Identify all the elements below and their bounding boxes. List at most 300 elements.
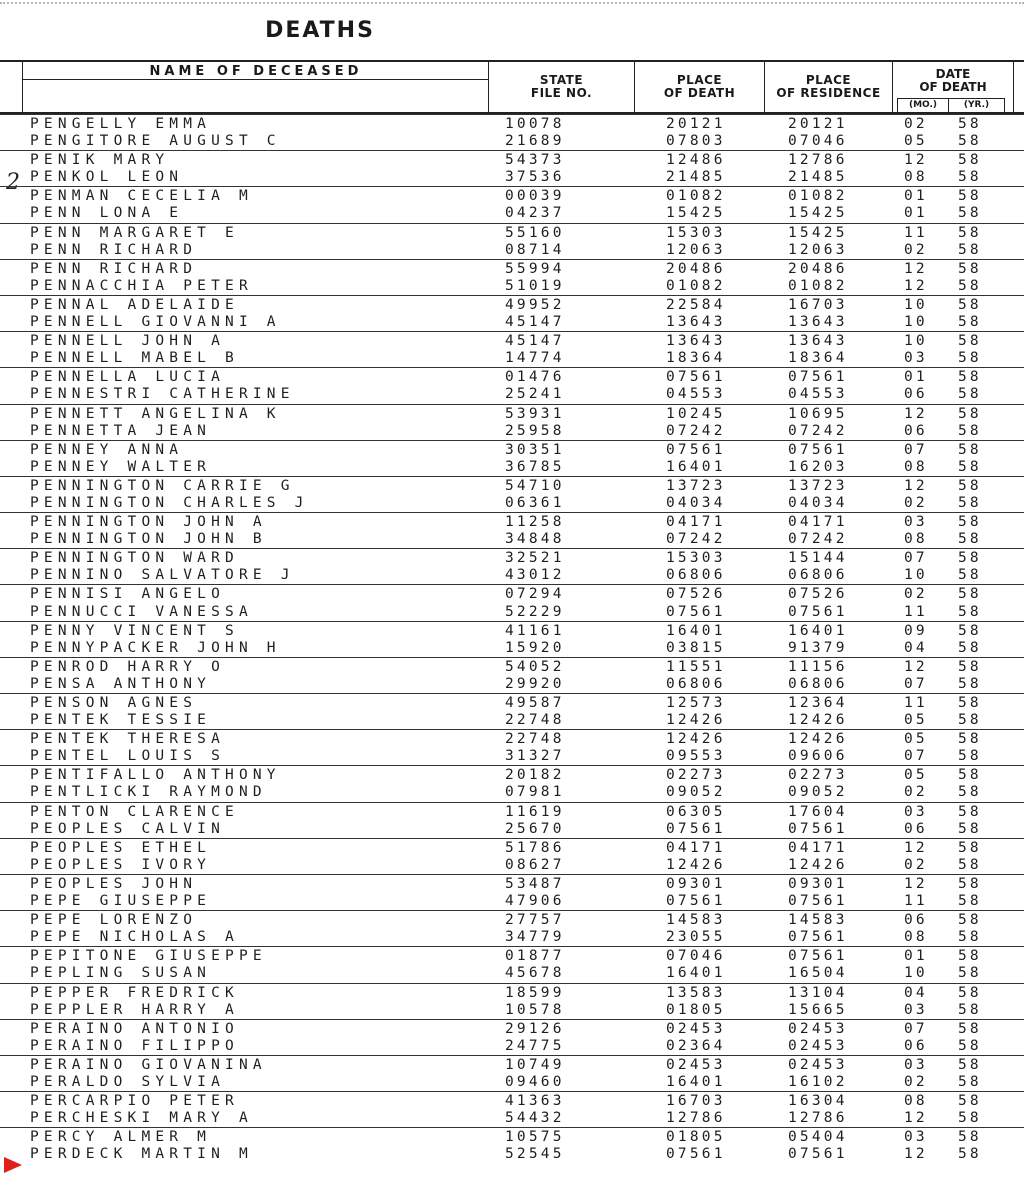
place-of-residence-code: 01082 [788,188,848,205]
death-year: 58 [958,856,982,873]
state-file-number: 22748 [505,731,565,748]
place-of-death-code: 15303 [666,550,726,567]
table-row [0,983,1024,1001]
state-file-number: 52545 [505,1146,565,1163]
state-file-number: 04237 [505,205,565,222]
place-of-residence-code: 21485 [788,169,848,186]
place-of-death-code: 20486 [666,260,726,277]
state-file-number: 32521 [505,550,565,567]
state-file-number: 51019 [505,277,565,294]
place-of-residence-code: 04171 [788,839,848,856]
place-of-residence-code: 07561 [788,441,848,458]
death-month: 12 [904,1110,928,1127]
table-row [0,150,1024,168]
table-row [0,1037,1024,1055]
place-of-residence-code: 12063 [788,241,848,258]
death-month: 09 [904,622,928,639]
deceased-name: PENSON AGNES [30,695,198,711]
deceased-name: PENNELL GIOVANNI A [30,314,281,331]
table-row [0,476,1024,494]
place-of-death-code: 06806 [666,675,726,692]
place-of-death-code: 18364 [666,350,726,367]
death-month: 02 [904,586,928,603]
state-file-number: 14774 [505,350,565,367]
death-year: 58 [958,965,982,982]
table-row [0,621,1024,639]
state-file-number: 49587 [505,695,565,711]
table-row [0,892,1024,910]
death-month: 05 [904,731,928,748]
death-year: 58 [958,422,982,439]
death-year: 58 [958,695,982,711]
state-file-number: 45147 [505,333,565,350]
death-year: 58 [958,550,982,567]
death-month: 02 [904,494,928,511]
deceased-name: PEPLING SUSAN [30,965,212,982]
place-of-death-code: 01805 [666,1129,726,1146]
table-row [0,1055,1024,1073]
handwritten-margin-mark: 2 [6,170,20,195]
death-year: 58 [958,386,982,403]
death-year: 58 [958,948,982,965]
place-of-death-code: 12426 [666,856,726,873]
place-of-death-code: 07561 [666,603,726,620]
death-year: 58 [958,875,982,892]
death-month: 02 [904,856,928,873]
place-of-death-code: 02364 [666,1037,726,1054]
state-file-number: 10575 [505,1129,565,1146]
deceased-name: PERDECK MARTIN M [30,1146,253,1163]
death-month: 03 [904,1001,928,1018]
death-month: 02 [904,116,928,132]
death-year: 58 [958,277,982,294]
place-of-death-code: 16401 [666,965,726,982]
place-of-death-code: 13583 [666,984,726,1001]
table-row [0,204,1024,222]
place-of-residence-code: 01082 [788,277,848,294]
place-of-death-code: 04171 [666,514,726,531]
place-of-residence-code: 12786 [788,1110,848,1127]
place-of-residence-code: 04171 [788,514,848,531]
place-of-death-code: 13643 [666,314,726,331]
place-of-residence-code: 10695 [788,405,848,422]
state-file-number: 45678 [505,965,565,982]
place-of-residence-code: 15425 [788,224,848,241]
table-row [0,711,1024,729]
deceased-name: PENNAL ADELAIDE [30,296,239,313]
deceased-name: PENNEY WALTER [30,458,212,475]
table-row [0,946,1024,964]
table-row [0,729,1024,747]
state-file-number: 06361 [505,494,565,511]
deceased-name: PENNINGTON CARRIE G [30,477,295,494]
table-row [0,838,1024,856]
scan-edge-line [0,2,1024,4]
deceased-name: PENTLICKI RAYMOND [30,784,267,801]
death-year: 58 [958,458,982,475]
place-of-death-code: 07561 [666,820,726,837]
place-of-residence-code: 17604 [788,803,848,820]
state-file-number: 53931 [505,405,565,422]
table-row [0,530,1024,548]
death-month: 06 [904,820,928,837]
death-year: 58 [958,603,982,620]
place-of-residence-code: 12426 [788,731,848,748]
place-of-death-code: 07561 [666,893,726,910]
table-row [0,223,1024,241]
place-of-death-code: 10245 [666,405,726,422]
deceased-name: PERCARPIO PETER [30,1093,239,1110]
deceased-name: PEPE NICHOLAS A [30,929,239,946]
table-row [0,241,1024,259]
deceased-name: PENNESTRI CATHERINE [30,386,295,403]
state-file-number: 20182 [505,767,565,784]
state-file-number: 31327 [505,748,565,765]
death-month: 08 [904,169,928,186]
place-of-residence-code: 06806 [788,675,848,692]
death-year: 58 [958,929,982,946]
place-of-residence-code: 16401 [788,622,848,639]
death-year: 58 [958,567,982,584]
state-file-number: 55160 [505,224,565,241]
deceased-name: PEOPLES ETHEL [30,839,212,856]
death-year: 58 [958,1129,982,1146]
state-file-number: 41363 [505,1093,565,1110]
place-of-residence-code: 20121 [788,116,848,132]
place-of-residence-code: 07561 [788,893,848,910]
death-month: 03 [904,1129,928,1146]
death-month: 03 [904,350,928,367]
death-month: 06 [904,422,928,439]
state-file-number: 08627 [505,856,565,873]
death-month: 08 [904,458,928,475]
state-file-number: 00039 [505,188,565,205]
state-file-number: 10749 [505,1056,565,1073]
death-year: 58 [958,748,982,765]
death-month: 01 [904,369,928,386]
death-year: 58 [958,333,982,350]
table-row [0,783,1024,801]
place-of-death-code: 12786 [666,1110,726,1127]
death-month: 07 [904,748,928,765]
death-month: 03 [904,1056,928,1073]
place-of-death-code: 15303 [666,224,726,241]
deceased-name: PENTEL LOUIS S [30,748,226,765]
place-of-residence-code: 04553 [788,386,848,403]
state-file-number: 07981 [505,784,565,801]
deceased-name: PENIK MARY [30,152,170,169]
table-row [0,1001,1024,1019]
place-of-residence-code: 16102 [788,1073,848,1090]
place-of-residence-code: 06806 [788,567,848,584]
deceased-name: PERAINO ANTONIO [30,1020,239,1037]
state-file-number: 11258 [505,514,565,531]
place-of-residence-code: 12364 [788,695,848,711]
deceased-name: PENNINGTON JOHN A [30,514,267,531]
place-of-death-code: 12063 [666,241,726,258]
death-year: 58 [958,1146,982,1163]
place-of-residence-code: 07561 [788,603,848,620]
place-of-death-code: 07242 [666,531,726,548]
deceased-name: PENNELL MABEL B [30,350,239,367]
table-row [0,114,1024,132]
place-of-death-code: 09052 [666,784,726,801]
place-of-death-code: 12573 [666,695,726,711]
deceased-name: PENN RICHARD [30,260,198,277]
death-year: 58 [958,152,982,169]
state-file-number: 41161 [505,622,565,639]
place-of-residence-code: 11156 [788,658,848,675]
death-year: 58 [958,441,982,458]
state-file-number: 08714 [505,241,565,258]
place-of-residence-code: 07242 [788,531,848,548]
place-of-residence-code: 09301 [788,875,848,892]
death-year: 58 [958,658,982,675]
place-of-residence-code: 13643 [788,314,848,331]
state-file-number: 18599 [505,984,565,1001]
death-year: 58 [958,241,982,258]
death-year: 58 [958,169,982,186]
state-file-number: 54432 [505,1110,565,1127]
deceased-name: PENGITORE AUGUST C [30,133,281,150]
place-of-residence-header: PLACE OF RESIDENCE [764,62,892,112]
place-of-death-code: 07561 [666,369,726,386]
place-of-residence-code: 07561 [788,929,848,946]
table-row [0,584,1024,602]
place-of-residence-code: 91379 [788,639,848,656]
place-of-death-code: 09301 [666,875,726,892]
place-of-residence-code: 16304 [788,1093,848,1110]
state-file-number: 53487 [505,875,565,892]
death-year: 58 [958,1020,982,1037]
death-year: 58 [958,205,982,222]
deceased-name: PEPE GIUSEPPE [30,893,212,910]
death-month: 11 [904,893,928,910]
place-of-death-code: 03815 [666,639,726,656]
death-month: 06 [904,912,928,929]
place-of-residence-code: 07561 [788,820,848,837]
death-year: 58 [958,1110,982,1127]
place-of-residence-code: 13723 [788,477,848,494]
table-row [0,820,1024,838]
death-year: 58 [958,1037,982,1054]
place-of-death-code: 07561 [666,1146,726,1163]
death-month: 01 [904,948,928,965]
death-year: 58 [958,224,982,241]
deceased-name: PENNELLA LUCIA [30,369,226,386]
place-of-death-code: 23055 [666,929,726,946]
death-year: 58 [958,784,982,801]
state-file-number: 49952 [505,296,565,313]
place-of-death-header: PLACE OF DEATH [634,62,764,112]
death-year: 58 [958,820,982,837]
year-subheader: (YR.) [949,98,1005,112]
place-of-residence-code: 13104 [788,984,848,1001]
state-file-number: 47906 [505,893,565,910]
place-of-death-code: 07242 [666,422,726,439]
place-of-residence-code: 16703 [788,296,848,313]
place-of-death-code: 12426 [666,731,726,748]
death-month: 10 [904,314,928,331]
death-month: 02 [904,1073,928,1090]
deceased-name: PENNINO SALVATORE J [30,567,295,584]
table-row [0,349,1024,367]
table-header [0,60,1024,114]
deceased-name: PENNINGTON JOHN B [30,531,267,548]
place-of-residence-code: 15144 [788,550,848,567]
death-month: 03 [904,514,928,531]
place-of-residence-code: 07046 [788,133,848,150]
state-file-number: 52229 [505,603,565,620]
death-year: 58 [958,767,982,784]
deceased-name: PENN LONA E [30,205,184,222]
place-of-residence-code: 02273 [788,767,848,784]
death-year: 58 [958,133,982,150]
table-row [0,1091,1024,1109]
table-row [0,566,1024,584]
place-of-residence-code: 09052 [788,784,848,801]
table-row [0,1145,1024,1163]
death-year: 58 [958,1001,982,1018]
place-of-death-code: 12486 [666,152,726,169]
state-file-number: 54373 [505,152,565,169]
table-row [0,1127,1024,1145]
state-file-number: 55994 [505,260,565,277]
table-row [0,512,1024,530]
deceased-name: PEOPLES IVORY [30,856,212,873]
state-file-number: 07294 [505,586,565,603]
death-month: 12 [904,875,928,892]
state-file-number: 11619 [505,803,565,820]
place-of-death-code: 22584 [666,296,726,313]
deceased-name: PENN MARGARET E [30,224,239,241]
table-row [0,548,1024,566]
death-year: 58 [958,712,982,729]
place-of-residence-code: 12786 [788,152,848,169]
deceased-name: PENNINGTON WARD [30,550,239,567]
place-of-death-code: 16401 [666,622,726,639]
place-of-death-code: 21485 [666,169,726,186]
table-row [0,928,1024,946]
table-row [0,494,1024,512]
place-of-death-code: 04553 [666,386,726,403]
table-row [0,331,1024,349]
death-year: 58 [958,405,982,422]
place-of-death-code: 11551 [666,658,726,675]
death-month: 05 [904,133,928,150]
death-month: 12 [904,658,928,675]
state-file-number: 01877 [505,948,565,965]
table-row [0,964,1024,982]
place-of-death-code: 02273 [666,767,726,784]
death-month: 02 [904,241,928,258]
death-month: 02 [904,784,928,801]
deceased-name: PENNUCCI VANESSA [30,603,253,620]
state-file-number: 25241 [505,386,565,403]
table-row [0,1019,1024,1037]
death-month: 12 [904,277,928,294]
place-of-residence-code: 15665 [788,1001,848,1018]
death-year: 58 [958,984,982,1001]
place-of-death-code: 20121 [666,116,726,132]
place-of-death-code: 04034 [666,494,726,511]
deceased-name: PENSA ANTHONY [30,675,212,692]
state-file-number: 25958 [505,422,565,439]
table-row [0,259,1024,277]
place-of-residence-code: 14583 [788,912,848,929]
table-row [0,1073,1024,1091]
place-of-death-code: 12426 [666,712,726,729]
state-file-number: 22748 [505,712,565,729]
deceased-name: PERALDO SYLVIA [30,1073,226,1090]
state-file-number: 54710 [505,477,565,494]
deceased-name: PEOPLES CALVIN [30,820,226,837]
place-of-death-code: 07526 [666,586,726,603]
state-file-number: 43012 [505,567,565,584]
deceased-name: PENGELLY EMMA [30,116,212,132]
state-file-number: 27757 [505,912,565,929]
table-row [0,802,1024,820]
deceased-name: PENNELL JOHN A [30,333,226,350]
death-year: 58 [958,731,982,748]
place-of-death-code: 14583 [666,912,726,929]
death-year: 58 [958,893,982,910]
death-year: 58 [958,350,982,367]
place-of-residence-code: 18364 [788,350,848,367]
deceased-name: PENNISI ANGELO [30,586,226,603]
deceased-name: PENTEK THERESA [30,731,226,748]
table-row [0,675,1024,693]
table-row [0,657,1024,675]
place-of-residence-code: 07526 [788,586,848,603]
death-year: 58 [958,1056,982,1073]
place-of-death-code: 16401 [666,1073,726,1090]
death-year: 58 [958,369,982,386]
death-month: 05 [904,712,928,729]
death-month: 08 [904,531,928,548]
table-row [0,747,1024,765]
death-year: 58 [958,531,982,548]
death-year: 58 [958,1073,982,1090]
death-month: 04 [904,639,928,656]
deceased-name: PENNACCHIA PETER [30,277,253,294]
place-of-residence-code: 02453 [788,1037,848,1054]
deceased-name: PENTON CLARENCE [30,803,239,820]
death-month: 07 [904,1020,928,1037]
table-row [0,910,1024,928]
table-row [0,404,1024,422]
red-pointer-arrow-icon [4,1157,22,1173]
place-of-residence-code: 02453 [788,1020,848,1037]
state-file-number: 24775 [505,1037,565,1054]
state-file-number: 54052 [505,658,565,675]
place-of-residence-code: 05404 [788,1129,848,1146]
state-file-number: 10078 [505,116,565,132]
table-row [0,132,1024,150]
place-of-death-code: 16703 [666,1093,726,1110]
death-month: 07 [904,550,928,567]
place-of-death-code: 09553 [666,748,726,765]
table-row [0,693,1024,711]
death-month: 08 [904,1093,928,1110]
deceased-name: PENMAN CECELIA M [30,188,253,205]
death-month: 03 [904,803,928,820]
death-year: 58 [958,586,982,603]
place-of-death-code: 16401 [666,458,726,475]
death-month: 07 [904,441,928,458]
table-row [0,367,1024,385]
death-year: 58 [958,514,982,531]
